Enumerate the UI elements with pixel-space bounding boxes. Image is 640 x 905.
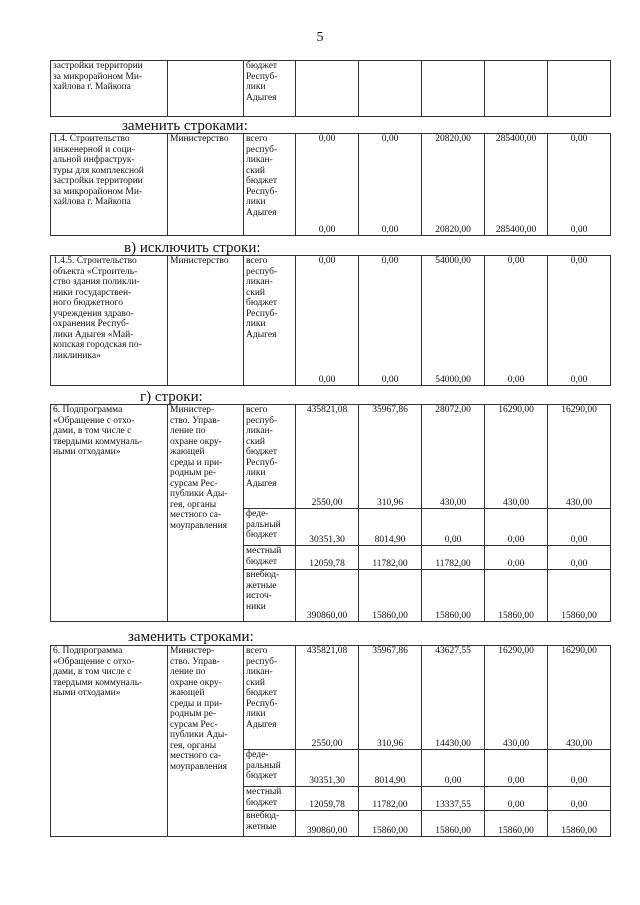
text-line: бюджет (246, 298, 278, 308)
text-line: Респуб- (246, 71, 278, 82)
text-line: источ- (246, 591, 272, 601)
text-line: публики Ады- (170, 730, 228, 740)
text-line: бюджет (246, 771, 278, 781)
text-line: ральный (246, 519, 281, 530)
text-line: лики (246, 197, 266, 207)
text-line: бюджет (246, 530, 278, 540)
text-line: родным ре- (170, 709, 217, 719)
text-line: ление по (170, 426, 206, 436)
text-line: дами, в том числе с (53, 426, 132, 436)
text-line: местный (246, 787, 282, 797)
text-line: инженерной и соци- (53, 144, 135, 155)
source-cell (244, 546, 296, 570)
text-line: ство. Управ- (170, 415, 220, 426)
text-line: дами, в том числе с (53, 667, 132, 677)
section-heading: г) строки: (140, 389, 203, 405)
text-line: 6. Подпрограмма (53, 405, 123, 415)
text-line: ликлиника» (53, 350, 101, 361)
text-line: бюджет (246, 797, 278, 808)
source-cell: всего респуб- ликан- ский бюджет Респуб- лики Адыгея (244, 256, 296, 386)
text-line: «Обращение с отхо- (53, 656, 135, 667)
text-line: гея, органы (170, 740, 217, 751)
text-line: хайлова г. Майкопа (53, 197, 131, 207)
text-line: Адыгея (246, 719, 277, 730)
text-line: объекта «Строитель- (53, 266, 138, 277)
text-line: сурсам Рес- (170, 478, 218, 489)
text-line: Министерство (170, 134, 229, 144)
text-line: сурсам Рес- (170, 719, 218, 730)
text-line: 1.4.5. Строительство (53, 256, 137, 266)
text-line: за микрорайоном Ми- (53, 71, 143, 82)
text-line: ский (246, 165, 265, 176)
program-name-cell (51, 405, 168, 622)
program-name-cell (51, 646, 168, 837)
text-line: 6. Подпрограмма (53, 646, 123, 656)
program-name-cell (51, 61, 168, 117)
section-heading: заменить строками: (122, 118, 248, 134)
text-line: ники (246, 601, 266, 612)
text-line: Министер- (170, 405, 215, 415)
page-number: 5 (316, 30, 324, 45)
text-line: твердыми коммуналь- (53, 436, 143, 447)
text-line: лики (246, 319, 266, 329)
text-line: застройки территории (53, 61, 143, 71)
text-line: ного бюджетного (53, 298, 123, 308)
text-line: лики (246, 709, 266, 719)
text-line: ликан- (246, 667, 273, 677)
source-cell: всего респуб- ликан- ский бюджет Респуб- лики Адыгея (244, 646, 296, 750)
text-line: ральный (246, 760, 281, 771)
text-line: Адыгея (246, 478, 277, 489)
table-block-4: 6. Подпрограмма «Обращение с отхо- дами, в том числе с твердыми коммуналь- ными отходами» Министер- ство. Управ- ление по охране окру- жающей среды и при- родным ре- сурсам Рес- публики Ады- гея, органы местного са- моуправления всего респуб- ликан- ский бюджет Респуб- лики Адыгея 435821,08 2550,00 35967,86 310,96 43627,55 14430,00 16290,00 430,00 16290,00 430,00 феде- ральный бюджет 30351,30 8014,90 0,00 0,00 0,00 местный бюджет 12059,78 11782,00 13337,55 0,00 0,00 внебюд- жетные 390860,00 15860,00 15860,00 15860,00 15860,00 (50, 645, 611, 837)
section-heading: в) исключить строки: (124, 240, 261, 256)
text-line: Респуб- (246, 186, 278, 197)
text-line: ликан- (246, 155, 273, 165)
text-line: лики (246, 468, 266, 478)
table-block-3: 6. Подпрограмма «Обращение с отхо- дами, в том числе с твердыми коммуналь- ными отходами» Министер- ство. Управ- ление по охране окру- жающей среды и при- родным ре- сурсам Рес- публики Ады- гея, органы местного са- моуправления всего респуб- ликан- ский бюджет Респуб- лики Адыгея 435821,08 2550,00 35967,86 310,96 28072,00 430,00 16290,00 430,00 16290,00 430,00 феде- ральный бюджет 30351,30 8014,90 0,00 0,00 0,00 местный бюджет 12059,78 11782,00 11782,00 0,00 0,00 внебюд- жетные источ- ники 390860,00 15860,00 15860,00 15860,00 15860,00 (50, 404, 611, 622)
text-line: Респуб- (246, 457, 278, 468)
text-line: ление по (170, 667, 206, 677)
text-line: бюджет (246, 688, 278, 698)
executor-cell (168, 61, 244, 117)
table-block-2: 1.4.5. Строительство объекта «Строитель- ство здания поликли- ники государствен- ного бюджетного учреждения здраво- охранения Респуб- лики Адыгея «Май- копская городская по- ликлиника» Министерство всего респуб- ликан- ский бюджет Респуб- лики Адыгея 0,00 0,00 0,00 0,00 54000,00 54000,00 0,00 0,00 0,00 0,00 (50, 255, 611, 386)
text-line: ство. Управ- (170, 656, 220, 667)
text-line: родным ре- (170, 468, 217, 478)
text-line: местный (246, 546, 282, 556)
text-line: хайлова г. Майкопа (53, 82, 131, 92)
text-line: Адыгея (246, 207, 277, 218)
text-line: внебюд- (246, 570, 280, 580)
text-line: среды и при- (170, 698, 223, 709)
text-line: Респуб- (246, 308, 278, 319)
executor-cell (168, 646, 244, 837)
program-name-cell (51, 256, 168, 386)
text-line: ство здания поликли- (53, 277, 140, 287)
source-cell (244, 61, 296, 117)
source-cell (244, 509, 296, 546)
table-block-1: 1.4. Строительство инженерной и соци- альной инфраструк- туры для комплексной застройки территории за микрорайоном Ми- хайлова г. Майкопа Министерство всего респуб- ликан- ский бюджет Респуб- лики Адыгея 0,00 0,00 0,00 0,00 20820,00 20820,00 285400,00 285400,00 0,00 0,00 (50, 133, 611, 236)
text-line: феде- (246, 750, 269, 760)
text-line: 1.4. Строительство (53, 134, 130, 144)
text-line: местного са- (170, 751, 222, 761)
source-cell: всего респуб- ликан- ский бюджет Респуб- лики Адыгея (244, 405, 296, 509)
text-line: бюджет (246, 447, 278, 457)
text-line: моуправления (170, 520, 228, 531)
text-line: феде- (246, 509, 269, 519)
text-line: охране окру- (170, 436, 222, 447)
text-line: Адыгея (246, 92, 277, 103)
text-line: жетные (246, 821, 277, 832)
text-line: копская городская по- (53, 340, 142, 350)
text-line: ликан- (246, 426, 273, 436)
text-line: лики Адыгея «Май- (53, 329, 134, 340)
text-line: местного са- (170, 510, 222, 520)
text-line: «Обращение с отхо- (53, 415, 135, 426)
source-cell (244, 811, 296, 837)
section-heading: заменить строками: (128, 629, 254, 645)
text-line: ский (246, 436, 265, 447)
text-line: публики Ады- (170, 489, 228, 499)
executor-cell (168, 256, 244, 386)
source-cell (244, 787, 296, 811)
executor-cell (168, 134, 244, 236)
text-line: среды и при- (170, 457, 223, 468)
text-line: Министер- (170, 646, 215, 656)
text-line: Респуб- (246, 698, 278, 709)
text-line: альной инфраструк- (53, 155, 135, 165)
text-line: ными отходами» (53, 688, 121, 698)
text-line: гея, органы (170, 499, 217, 510)
text-line: жающей (170, 447, 205, 457)
text-line: ликан- (246, 277, 273, 287)
text-line: респуб- (246, 656, 278, 667)
text-line: учреждения здраво- (53, 308, 134, 319)
text-line: туры для комплексной (53, 165, 144, 176)
source-cell (244, 570, 296, 622)
text-line: внебюд- (246, 811, 280, 821)
text-line: Адыгея (246, 329, 277, 340)
text-line: бюджет (246, 61, 278, 71)
text-line: жающей (170, 688, 205, 698)
text-line: за микрорайоном Ми- (53, 186, 143, 197)
text-line: ники государствен- (53, 287, 132, 298)
text-line: ными отходами» (53, 447, 121, 457)
text-line: твердыми коммуналь- (53, 677, 143, 688)
text-line: респуб- (246, 415, 278, 426)
text-line: бюджет (246, 176, 278, 186)
source-cell: всего респуб- ликан- ский бюджет Респуб- лики Адыгея (244, 134, 296, 236)
table-continuation (50, 60, 611, 117)
text-line: охранения Респуб- (53, 319, 129, 329)
program-name-cell (51, 134, 168, 236)
text-line: респуб- (246, 144, 278, 155)
text-line: лики (246, 82, 266, 92)
text-line: бюджет (246, 556, 278, 567)
executor-cell (168, 405, 244, 622)
text-line: охране окру- (170, 677, 222, 688)
text-line: моуправления (170, 761, 228, 772)
text-line: ский (246, 677, 265, 688)
text-line: ский (246, 287, 265, 298)
text-line: жетные (246, 580, 277, 591)
text-line: респуб- (246, 266, 278, 277)
text-line: Министерство (170, 256, 229, 266)
text-line: застройки территории (53, 176, 143, 186)
source-cell (244, 750, 296, 787)
